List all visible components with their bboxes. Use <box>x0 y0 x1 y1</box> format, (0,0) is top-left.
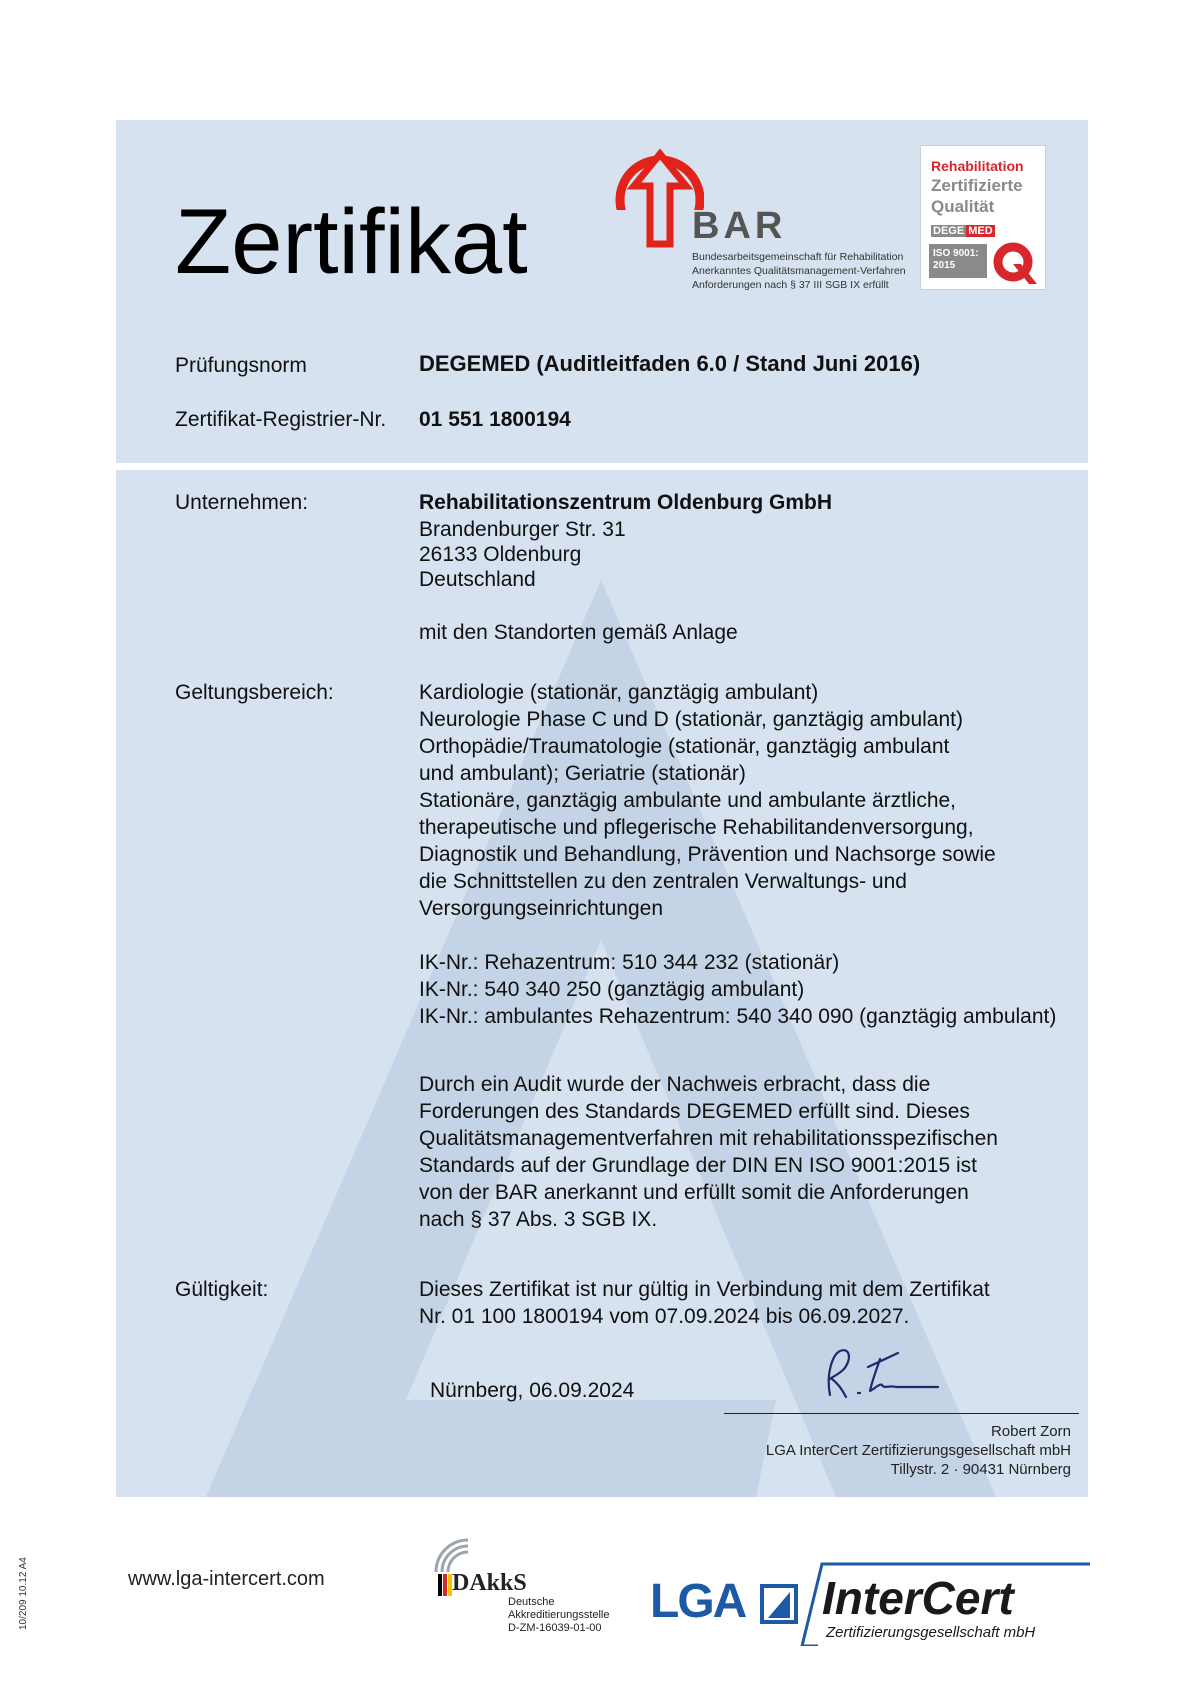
lga-letters: LGA <box>650 1575 746 1628</box>
audit-line: Forderungen des Standards DEGEMED erfüllt sind. Dieses <box>419 1100 970 1123</box>
scope-line: Versorgungseinrichtungen <box>419 897 664 920</box>
scope-line: und ambulant); Geriatrie (stationär) <box>419 762 746 785</box>
scope-line: Kardiologie (stationär, ganztägig ambulant) <box>419 681 819 704</box>
scope-line: Neurologie Phase C und D (stationär, ganztägig ambulant) <box>419 708 963 731</box>
dakks-line-1: Deutsche <box>508 1596 555 1608</box>
degemed-brand <box>931 224 995 239</box>
scope-line: therapeutische und pflegerische Rehabilitandenversorgung, <box>419 816 974 839</box>
intercert-tagline: Zertifizierungsgesellschaft mbH <box>826 1624 1036 1641</box>
signer-address: Tillystr. 2 · 90431 Nürnberg <box>890 1461 1071 1478</box>
iso-label: ISO 9001: <box>933 248 979 259</box>
scope-line: die Schnittstellen zu den zentralen Verwaltungs- und <box>419 870 907 893</box>
scope-line: Diagnostik und Behandlung, Prävention und Nachsorge sowie <box>419 843 996 866</box>
audit-statement <box>419 1071 998 1233</box>
validity-line: Nr. 01 100 1800194 vom 07.09.2024 bis 06.09.2027. <box>419 1305 910 1328</box>
scope-line: Stationäre, ganztägig ambulante und ambulante ärztliche, <box>419 789 957 812</box>
footer-url: www.lga-intercert.com <box>128 1568 325 1590</box>
bar-letters: BAR <box>692 205 787 247</box>
bar-line-2: Anerkanntes Qualitätsmanagement-Verfahren <box>692 265 906 277</box>
signer-name: Robert Zorn <box>990 1423 1071 1440</box>
degemed-line-1: Rehabilitation <box>931 158 1024 174</box>
dakks-line-2: Akkreditierungsstelle <box>508 1609 610 1621</box>
ik-line: IK-Nr.: Rehazentrum: 510 344 232 (stationär) <box>419 951 840 974</box>
norm-value: DEGEMED (Auditleitfaden 6.0 / Stand Juni 2016) <box>419 351 921 376</box>
signature-line <box>724 1413 1079 1414</box>
audit-line: Qualitätsmanagementverfahren mit rehabilitationsspezifischen <box>419 1127 998 1150</box>
registration-value: 01 551 1800194 <box>419 408 571 431</box>
audit-line: Durch ein Audit wurde der Nachweis erbracht, dass die <box>419 1073 931 1096</box>
dakks-logo <box>420 1522 630 1634</box>
intercert-name: InterCert <box>822 1572 1014 1624</box>
bar-logo <box>614 144 906 302</box>
company-name: Rehabilitationszentrum Oldenburg GmbH <box>419 491 833 514</box>
scope-line: Orthopädie/Traumatologie (stationär, ganztägig ambulant <box>419 735 950 758</box>
address-line: 26133 Oldenburg <box>419 543 582 566</box>
validity-text <box>419 1276 990 1330</box>
norm-label: Prüfungsnorm <box>175 354 307 377</box>
degemed-line-2: Zertifizierte <box>931 176 1023 195</box>
signer-block <box>766 1422 1071 1479</box>
page-title: Zertifikat <box>175 191 528 293</box>
audit-line: von der BAR anerkannt und erfüllt somit die Anforderungen <box>419 1181 969 1204</box>
bar-arrow-icon <box>614 144 704 256</box>
degemed-line-3: Qualität <box>931 197 995 216</box>
degemed-brand-b: MED <box>968 225 993 237</box>
validity-label: Gültigkeit: <box>175 1278 269 1301</box>
degemed-seal <box>921 146 1045 289</box>
audit-line: Standards auf der Grundlage der DIN EN ISO 9001:2015 ist <box>419 1154 977 1177</box>
registration-label: Zertifikat-Registrier-Nr. <box>175 408 387 431</box>
audit-line: nach § 37 Abs. 3 SGB IX. <box>419 1208 658 1231</box>
ik-numbers <box>419 949 1056 1030</box>
bar-line-1: Bundesarbeitsgemeinschaft für Rehabilitation <box>692 251 904 263</box>
signer-company: LGA InterCert Zertifizierungsgesellschaft mbH <box>765 1442 1071 1459</box>
iso-year: 2015 <box>933 260 956 271</box>
address-line: Deutschland <box>419 568 536 591</box>
form-code: 10/209 10.12 A4 <box>18 1557 29 1630</box>
iso-box <box>929 244 987 278</box>
dakks-name: DAkkS <box>452 1570 527 1596</box>
degemed-brand-a: DEGE <box>933 225 965 237</box>
ik-line: IK-Nr.: 540 340 250 (ganztägig ambulant) <box>419 978 805 1001</box>
scope-text <box>419 679 996 922</box>
lga-intercert-logo <box>650 1560 1090 1648</box>
company-address <box>419 517 626 592</box>
validity-line: Dieses Zertifikat ist nur gültig in Verbindung mit dem Zertifikat <box>419 1278 990 1301</box>
address-line: Brandenburger Str. 31 <box>419 518 626 541</box>
sites-note: mit den Standorten gemäß Anlage <box>419 621 738 644</box>
bar-line-3: Anforderungen nach § 37 III SGB IX erfüllt <box>692 279 889 291</box>
q-mark-icon <box>991 240 1039 286</box>
company-label: Unternehmen: <box>175 491 309 514</box>
ik-line: IK-Nr.: ambulantes Rehazentrum: 540 340 090 (ganztägig ambulant) <box>419 1005 1057 1028</box>
dakks-line-3: D-ZM-16039-01-00 <box>508 1622 602 1634</box>
scope-label: Geltungsbereich: <box>175 681 334 704</box>
place-date: Nürnberg, 06.09.2024 <box>430 1379 635 1402</box>
lga-square-icon <box>760 1584 798 1624</box>
signature-graphic <box>810 1345 950 1407</box>
